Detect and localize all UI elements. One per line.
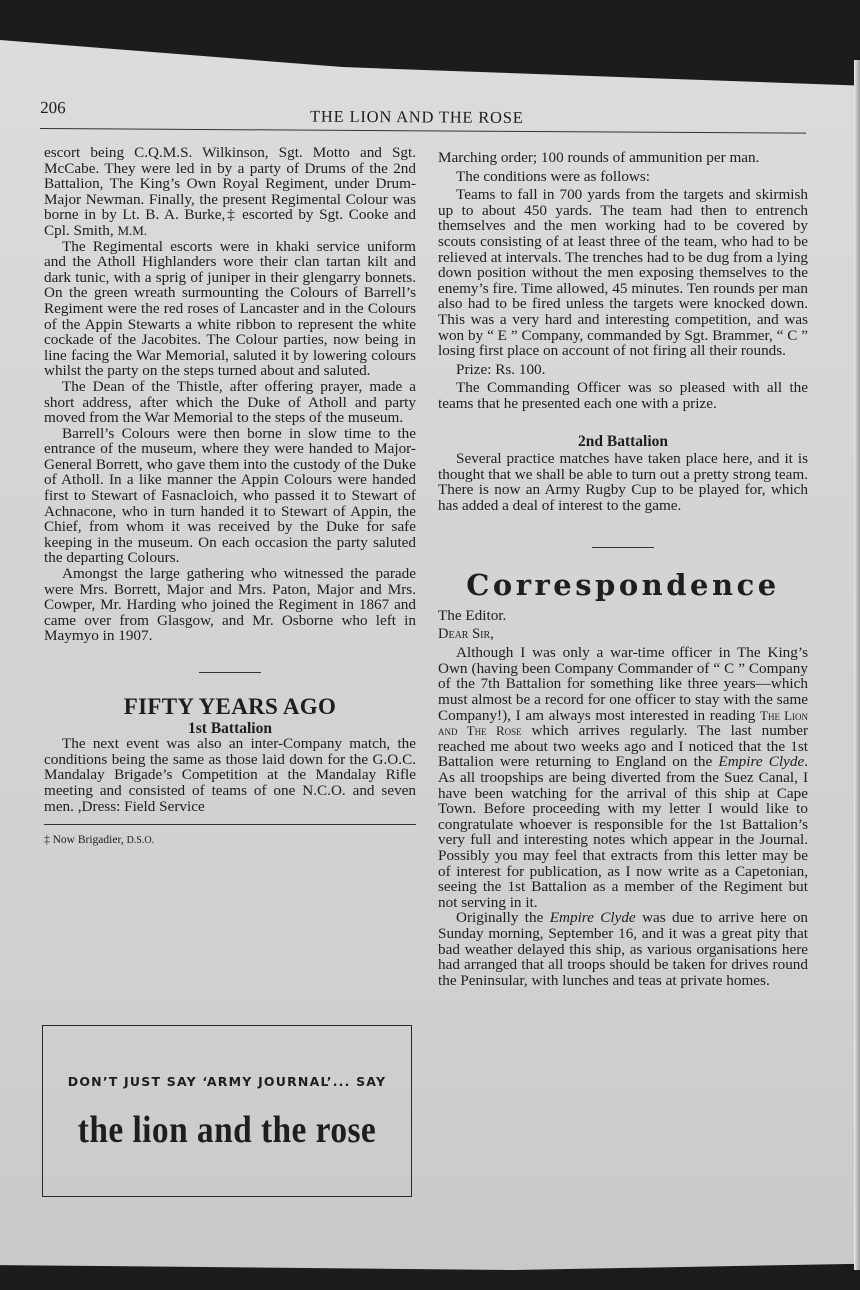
- letter-paragraph: Although I was only a war-time officer in The King’s Own (having been Company Commander of “ C ” Company of the 7th Battalion for something like three years—which must almost be a record for one officer to stay with the same Company!), I am always most interested in reading The Lion and The Rose which arrives regularly. The last number reached me about two weeks ago and I noticed that the 1st Battalion were returning to England on the Empire Clyde. As all troopships are being diverted from the Suez Canal, I have been watching for the arrival of this ship at Cape Town. Before proceeding with my letter I would like to congratulate whoever is responsible for the 1st Battalion’s very full and interesting notes which appear in the Journal. Possibly you may feel that extracts from this letter may be of interest for publication, as I now write as a Capetonian, seeing the 1st Battalion as a member of the Regiment but not serving in it.: [438, 644, 809, 911]
- paragraph: Amongst the large gathering who witnessed the parade were Mrs. Borrett, Major and Mrs. Paton, Major and Mrs. Cowper, Mr. Harding who joined the Regiment in 1867 and came over from Glasgow, and Mr. Osborne who left in Maymyo in 1907.: [44, 565, 416, 645]
- section-title-correspondence: Correspondence: [466, 568, 780, 603]
- ad-title: the lion and the rose: [77, 1109, 377, 1151]
- paragraph: Barrell’s Colours were then borne in slow time to the entrance of the museum, where they were handed to Major-General Borrett, who gave them into the custody of the Duke of Atholl. In a like manner the Appin Colours were handed first to Stewart of Fasnacloich, who passed it to Stewart of Achnacone, who in turn handed it to Stewart of Appin, the Chief, from whom it was received by the Duke for safe keeping in the museum. On each occasion the party saluted the departing Colours.: [44, 424, 416, 567]
- footnote-text: Now Brigadier,: [52, 834, 124, 847]
- paragraph: The next event was also an inter-Company match, the conditions being the same as those laid down for the G.O.C. Mandalay Brigade’s Competition at the Mandalay Rifle meeting and consisted of teams of one N.C.O. and seven men. ,Dress: Field Service: [44, 735, 416, 815]
- page-header: [40, 98, 806, 134]
- paragraph: Teams to fall in 700 yards from the targets and skirmish up to about 450 yards. The team had then to entrench themselves and the men working had to be covered by scouts consisting of at least three of the team, who had to be relieved at intervals. The trenches had to be dug from a lying down position without the men exposing themselves to the enemy’s fire. Time allowed, 45 minutes. Ten rounds per man also had to be fired unless the targets were knocked down. This was a very hard and interesting competition, and was won by “ E ” Company, commanded by Sgt. Brammer, “ C ” losing first place on account of not firing all their rounds.: [438, 186, 809, 360]
- footnote: [44, 833, 416, 849]
- ad-tagline: DON’T JUST SAY ‘ARMY JOURNAL’... SAY: [67, 1074, 387, 1089]
- paragraph: Several practice matches have taken place here, and it is thought that we shall be able to turn out a pretty strong team. There is now an Army Rugby Cup to be played for, which has added a deal of interest to the game.: [438, 450, 808, 514]
- right-column: [438, 150, 808, 988]
- paragraph: The Commanding Officer was so pleased with all the teams that he presented each one with a prize.: [438, 379, 808, 412]
- paragraph: The Dean of the Thistle, after offering prayer, made a short address, after which the Duke of Atholl and party moved from the War Memorial to the steps of the museum.: [44, 377, 416, 427]
- letter-paragraph: Originally the Empire Clyde was due to arrive here on Sunday morning, September 16, and it was a great pity that bad weather delayed this ship, as various organisations here had arranged that all troops should be taken for drives round the Peninsular, with lunches and teas at private homes.: [438, 909, 809, 989]
- page-number: 206: [40, 98, 66, 118]
- letter-salutation: Dear Sir,: [438, 625, 494, 642]
- page-edge: [854, 60, 860, 1270]
- paragraph: Prize: Rs. 100.: [456, 360, 546, 378]
- footnote-postnominal: D.S.O.: [126, 835, 155, 847]
- subsection-title-1st-battalion: 1st Battalion: [188, 719, 272, 737]
- ship-name: Empire Clyde: [718, 753, 805, 771]
- left-column: [44, 145, 416, 849]
- paragraph: Marching order; 100 rounds of ammunition per man.: [438, 149, 760, 166]
- advertisement-box: [42, 1025, 412, 1197]
- paragraph: The conditions were as follows:: [456, 167, 651, 185]
- journal-name: The Lion and The Rose: [438, 707, 809, 739]
- postnominal: M.M.: [117, 222, 148, 238]
- paragraph: The Regimental escorts were in khaki service uniform and the Atholl Highlanders wore their clan tartan kilt and dark tunic, with a sprig of juniper in their glengarry bonnets. On the green wreath surmounting the Colours of Barrell’s Regiment were the red roses of Lancaster and in the Colours of the Appin Stewarts a white ribbon to represent the white cockade of the Jacobites. The Colour parties, now being in line facing the War Memorial, saluted it by lowering colours whilst the party on the steps turned about and saluted.: [44, 237, 416, 380]
- footnote-rule: [44, 824, 416, 825]
- letter-addressee: The Editor.: [438, 607, 507, 625]
- section-title-fifty-years-ago: FIFTY YEARS AGO: [123, 694, 337, 719]
- ship-name: Empire Clyde: [549, 909, 636, 927]
- paragraph: escort being C.Q.M.S. Wilkinson, Sgt. Motto and Sgt. McCabe. They were led in by a party of Drums of the 2nd Battalion, The King’s Own Royal Regiment, under Drum-Major Newman. Finally, the present Regimental Colour was borne in by Lt. B. A. Burke,‡ escorted by Sgt. Cooke and Cpl. Smith, M.M.: [44, 144, 416, 239]
- footnote-mark: ‡: [44, 834, 50, 847]
- subsection-title-2nd-battalion: 2nd Battalion: [577, 432, 668, 450]
- running-head: THE LION AND THE ROSE: [310, 106, 524, 127]
